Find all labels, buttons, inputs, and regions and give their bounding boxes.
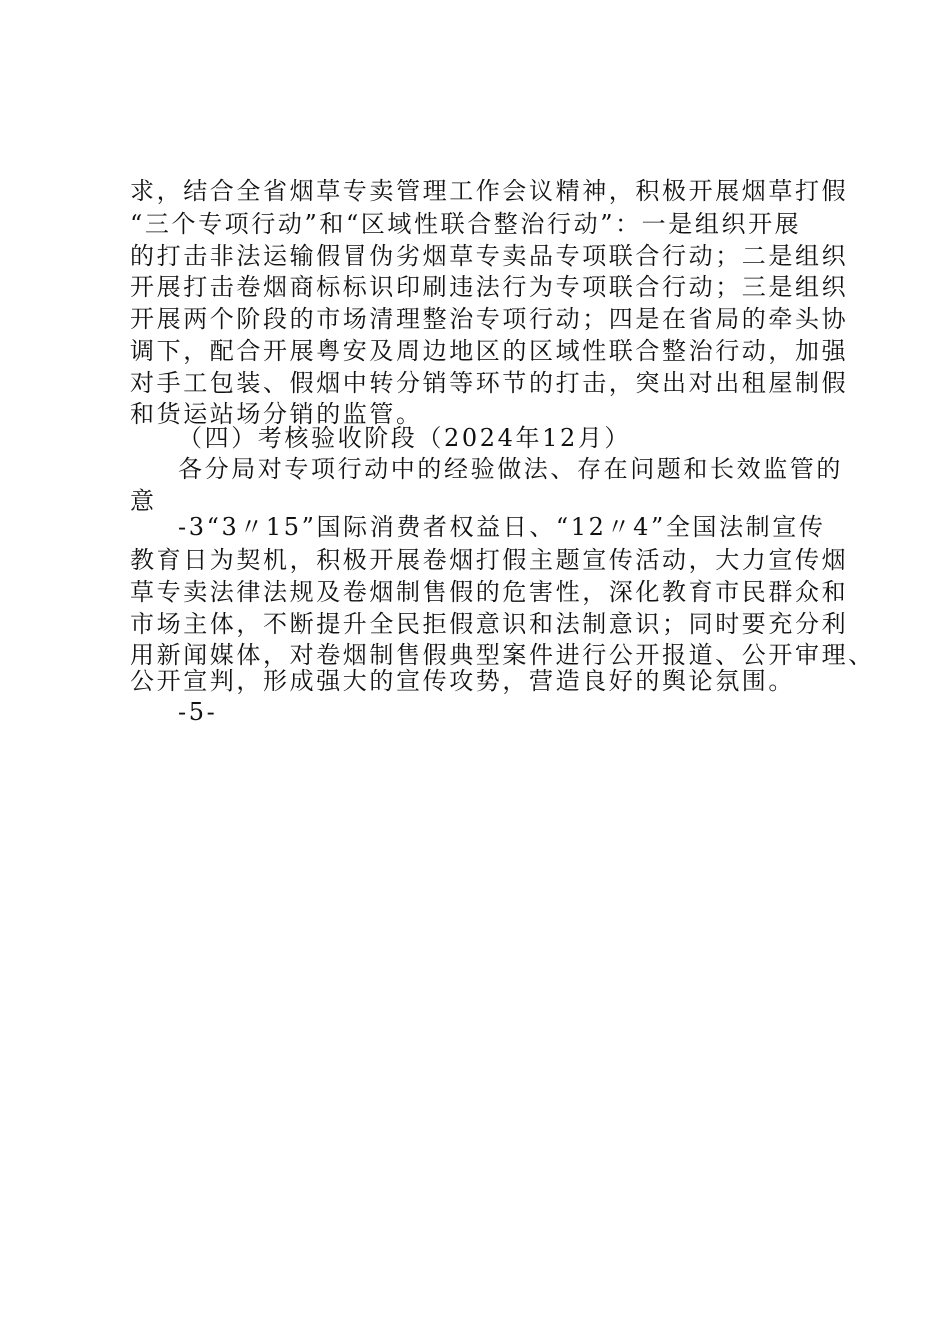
body-text-line: 开展两个阶段的市场清理整治专项行动；四是在省局的牵头协: [130, 305, 849, 333]
body-text-line: -3“3〃15”国际消费者权益日、“12〃4”全国法制宣传: [178, 513, 826, 541]
body-text-line: 用新闻媒体，对卷烟制售假典型案件进行公开报道、公开审理、: [130, 641, 875, 669]
body-text-line: “三个专项行动”和“区域性联合整治行动”：一是组织开展: [130, 210, 802, 238]
body-text-line: 对手工包装、假烟中转分销等环节的打击，突出对出租屋制假: [130, 369, 849, 397]
page-number: -5-: [178, 698, 218, 726]
body-text-line: 市场主体，不断提升全民拒假意识和法制意识；同时要充分利: [130, 610, 849, 638]
body-text-line: 草专卖法律法规及卷烟制售假的危害性，深化教育市民群众和: [130, 578, 849, 606]
body-text-line: 求，结合全省烟草专卖管理工作会议精神，积极开展烟草打假: [130, 177, 849, 205]
body-text-line: 调下，配合开展粤安及周边地区的区域性联合整治行动，加强: [130, 337, 849, 365]
body-text-line: 的打击非法运输假冒伪劣烟草专卖品专项联合行动；二是组织: [130, 242, 849, 270]
body-text-line: 各分局对专项行动中的经验做法、存在问题和长效监管的: [178, 455, 843, 483]
body-text-line: 公开宣判，形成强大的宣传攻势，营造良好的舆论氛围。: [130, 667, 795, 695]
body-text-line: 教育日为契机，积极开展卷烟打假主题宣传活动，大力宣传烟: [130, 546, 849, 574]
body-text-line: 意: [130, 487, 157, 515]
body-text-line: 开展打击卷烟商标标识印刷违法行为专项联合行动；三是组织: [130, 273, 849, 301]
body-text-line: 和货运站场分销的监管。: [130, 400, 423, 428]
section-heading: （四）考核验收阶段（2024年12月）: [178, 424, 632, 452]
